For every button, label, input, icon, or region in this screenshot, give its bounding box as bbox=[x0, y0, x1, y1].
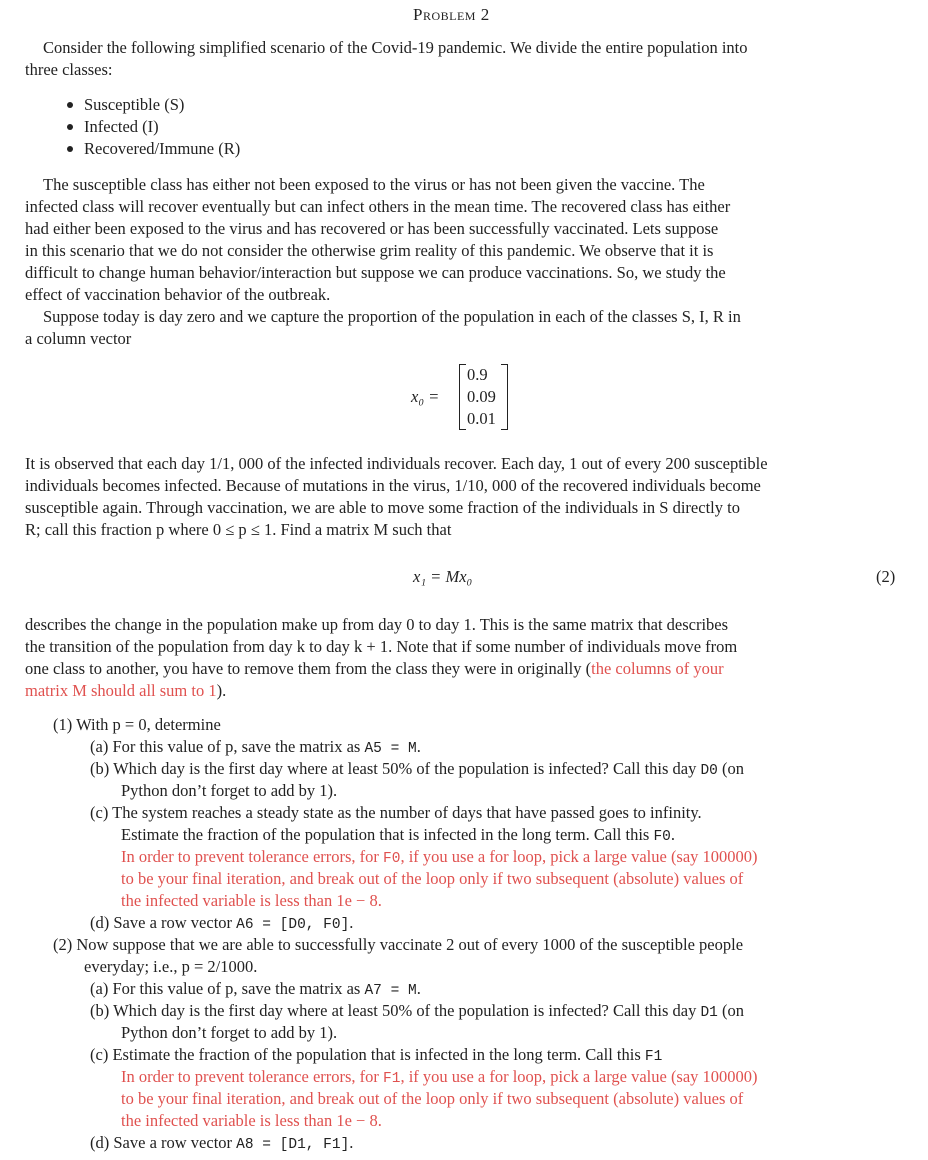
part1-item-c-cont: Estimate the fraction of the population that is infected in the long term. Call this F0. bbox=[121, 825, 675, 845]
para4-line: matrix M should all sum to 1). bbox=[25, 681, 227, 700]
class-item-infected: Infected (I) bbox=[84, 117, 159, 136]
para3-line: R; call this fraction p where 0 ≤ p ≤ 1. Find a matrix M such that bbox=[25, 520, 452, 539]
para1-line: had either been exposed to the virus and has recovered or has been successfully vaccinated. Lets suppose bbox=[25, 219, 719, 238]
class-item-susceptible: Susceptible (S) bbox=[84, 95, 185, 114]
part1-item-b: (b) Which day is the first day where at least 50% of the population is infected? Call this day D0 (on bbox=[90, 759, 745, 779]
part1-item-a: (a) For this value of p, save the matrix as A5 = M. bbox=[90, 737, 421, 757]
part2-heading: (2) Now suppose that we are able to successfully vaccinate 2 out of every 1000 of the susceptible people bbox=[53, 935, 744, 954]
part2-item-a: (a) For this value of p, save the matrix as A7 = M. bbox=[90, 979, 421, 999]
part2-item-b: (b) Which day is the first day where at least 50% of the population is infected? Call this day D1 (on bbox=[90, 1001, 745, 1021]
para4-line: the transition of the population from day k to day k + 1. Note that if some number of individuals move from bbox=[25, 637, 738, 656]
highlight-text: matrix M should all sum to 1 bbox=[25, 681, 217, 700]
para1-line: effect of vaccination behavior of the outbreak. bbox=[25, 285, 331, 304]
vector-lhs: x₀ = bbox=[411, 387, 440, 406]
part1-heading: (1) With p = 0, determine bbox=[53, 715, 221, 734]
para4-line: one class to another, you have to remove them from the class they were in originally (the columns of your bbox=[25, 659, 724, 678]
part2-item-c: (c) Estimate the fraction of the population that is infected in the long term. Call this F1 bbox=[90, 1045, 663, 1065]
part2-heading-cont: everyday; i.e., p = 2/1000. bbox=[84, 957, 258, 976]
part1-item-b-cont: Python don’t forget to add by 1). bbox=[121, 781, 338, 800]
part1-item-d: (d) Save a row vector A6 = [D0, F0]. bbox=[90, 913, 354, 933]
para2-line: Suppose today is day zero and we capture the proportion of the population in each of the classes S, I, R in bbox=[43, 307, 741, 326]
para3-line: It is observed that each day 1/1, 000 of the infected individuals recover. Each day, 1 out of every 200 susceptible bbox=[25, 454, 768, 473]
left-bracket bbox=[459, 364, 466, 430]
class-item-recovered: Recovered/Immune (R) bbox=[84, 139, 241, 158]
para1-line: infected class will recover eventually but can infect others in the mean time. The recovered class has either bbox=[25, 197, 731, 216]
bullet-icon bbox=[67, 124, 73, 130]
part2-note: to be your final iteration, and break out of the loop only if two subsequent (absolute) values of bbox=[121, 1089, 744, 1108]
part2-item-b-cont: Python don’t forget to add by 1). bbox=[121, 1023, 338, 1042]
right-bracket bbox=[501, 364, 508, 430]
intro-line-1: Consider the following simplified scenario of the Covid-19 pandemic. We divide the entire population into bbox=[43, 38, 748, 57]
part1-note: to be your final iteration, and break out of the loop only if two subsequent (absolute) values of bbox=[121, 869, 744, 888]
part2-item-d: (d) Save a row vector A8 = [D1, F1]. bbox=[90, 1133, 354, 1153]
part1-item-c: (c) The system reaches a steady state as the number of days that have passed goes to infinity. bbox=[90, 803, 702, 822]
intro-line-2: three classes: bbox=[25, 60, 113, 79]
para1-line: in this scenario that we do not consider the otherwise grim reality of this pandemic. We observe that it is bbox=[25, 241, 714, 260]
part1-note: the infected variable is less than 1e − 8. bbox=[121, 891, 382, 910]
equation-2: x₁ = Mx₀ bbox=[413, 567, 473, 586]
part2-note: the infected variable is less than 1e − 8. bbox=[121, 1111, 382, 1130]
vector-entry: 0.01 bbox=[467, 409, 496, 428]
vector-entry: 0.09 bbox=[467, 387, 496, 406]
para2-line: a column vector bbox=[25, 329, 132, 348]
highlight-text: the columns of your bbox=[591, 659, 724, 678]
para1-line: difficult to change human behavior/interaction but suppose we can produce vaccinations. So, we study the bbox=[25, 263, 726, 282]
para4-line: describes the change in the population make up from day 0 to day 1. This is the same matrix that describes bbox=[25, 615, 729, 634]
para3-line: individuals becomes infected. Because of mutations in the virus, 1/10, 000 of the recovered individuals become bbox=[25, 476, 761, 495]
part1-note: In order to prevent tolerance errors, for F0, if you use a for loop, pick a large value (say 100000) bbox=[121, 847, 758, 867]
bullet-icon bbox=[67, 102, 73, 108]
para1-line: The susceptible class has either not been exposed to the virus or has not been given the vaccine. The bbox=[43, 175, 705, 194]
vector-entry: 0.9 bbox=[467, 365, 488, 384]
para3-line: susceptible again. Through vaccination, we are able to move some fraction of the individuals in S directly to bbox=[25, 498, 740, 517]
problem-title: Problem 2 bbox=[413, 5, 490, 24]
equation-number: (2) bbox=[876, 567, 896, 586]
part2-note: In order to prevent tolerance errors, for F1, if you use a for loop, pick a large value (say 100000) bbox=[121, 1067, 758, 1087]
bullet-icon bbox=[67, 146, 73, 152]
